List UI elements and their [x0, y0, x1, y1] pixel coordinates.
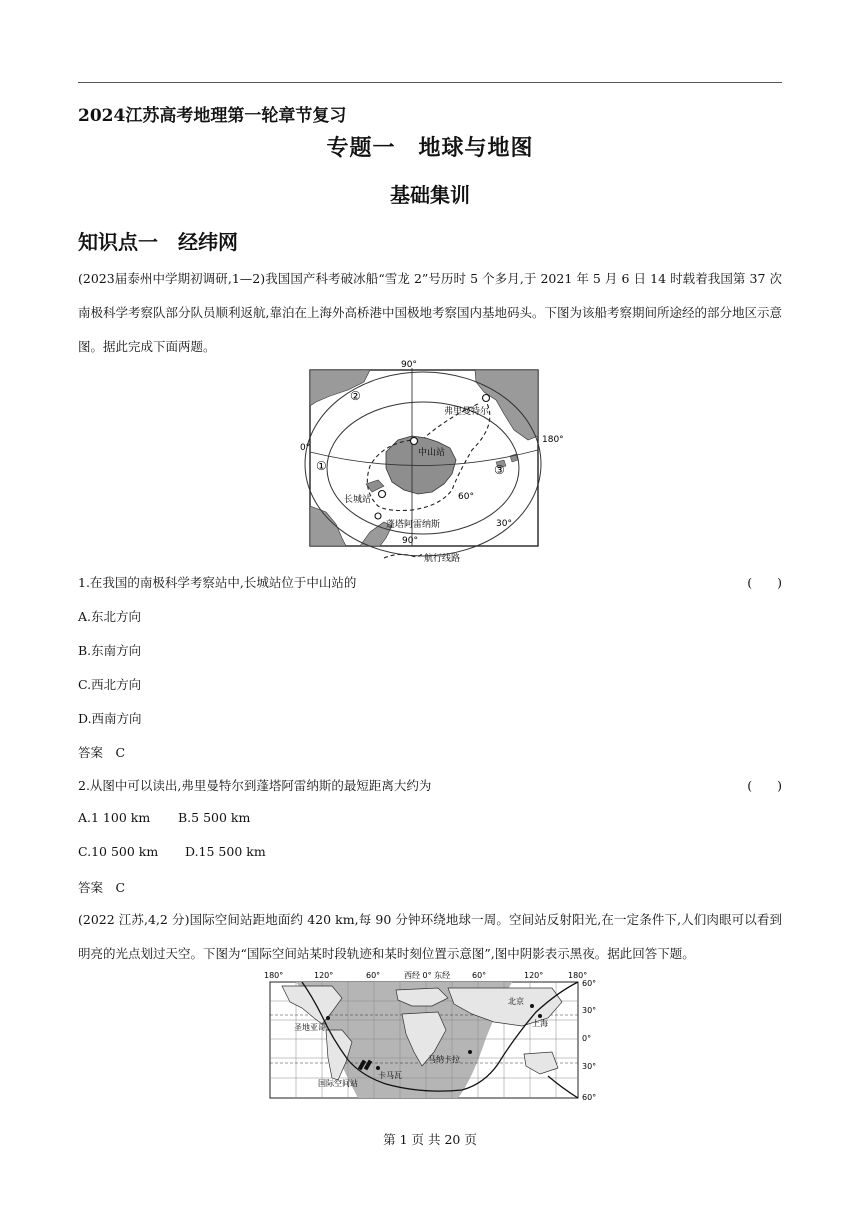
label-90-bottom: 90°: [402, 536, 418, 546]
lon-label-60w: 60°: [366, 971, 381, 980]
q2-answer: 答案 C: [78, 880, 126, 895]
place-san-diego: 圣地亚哥: [294, 1023, 326, 1032]
place-iss: 国际空间站: [318, 1079, 358, 1088]
antarctic-route-map: [300, 356, 564, 570]
place-beijing: 北京: [508, 997, 524, 1006]
q2-options-ab: [78, 810, 250, 825]
lat-label-30n: 30°: [582, 1006, 597, 1015]
knowledge-point-title: 知识点一 经纬网: [78, 230, 238, 254]
section-subtitle: 基础集训: [390, 183, 470, 207]
lat-label-0: 0°: [582, 1034, 592, 1043]
label-region-3: ③: [494, 463, 505, 477]
q1-answer-blank: ( ): [747, 575, 782, 590]
header-rule: [78, 82, 782, 83]
lon-label-120w: 120°: [314, 971, 334, 980]
q1-option-b: B.东南方向: [78, 643, 142, 658]
page-footer: 第 1 页 共 20 页: [383, 1132, 477, 1147]
label-region-2: ②: [350, 389, 361, 403]
q2-option-c: C.10 500 km: [78, 844, 159, 859]
label-lat60: 60°: [458, 492, 474, 502]
label-90-top: 90°: [401, 360, 417, 370]
passage-2: (2022 江苏,4,2 分)国际空间站距地面约 420 km,每 90 分钟环绕地球一周。空间站反射阳光,在一定条件下,人们肉眼可以看到明亮的光点划过天空。下图为“国际空间站某时段轨迹和某时刻位置示意图”,图中阴影表示黑夜。据此回答下题。: [78, 912, 782, 961]
lon-label-180w: 180°: [264, 971, 284, 980]
lon-label-120e: 120°: [524, 971, 544, 980]
q2-stem: 2.从图中可以读出,弗里曼特尔到蓬塔阿雷纳斯的最短距离大约为: [78, 778, 432, 793]
q1-option-a: A.东北方向: [78, 609, 142, 624]
lon-label-0: 西经 0° 东经: [404, 971, 451, 980]
label-great-wall: 长城站: [344, 495, 372, 505]
q2-option-b: B.5 500 km: [178, 810, 251, 825]
label-lat30: 30°: [496, 519, 512, 529]
chapter-title: 专题一 地球与地图: [326, 135, 534, 161]
lat-label-60s: 60°: [582, 1093, 597, 1102]
q1-stem: 1.在我国的南极科学考察站中,长城站位于中山站的: [78, 575, 357, 590]
q2-options-cd: [78, 844, 266, 859]
label-punta-arenas: 蓬塔阿雷纳斯: [386, 520, 441, 530]
lon-label-180e: 180°: [568, 971, 588, 980]
label-zhongshan: 中山站: [418, 448, 446, 458]
place-madagascar: 马纳卡拉: [428, 1055, 460, 1064]
q2-option-d: D.15 500 km: [185, 844, 266, 859]
iss-orbit-map: [262, 968, 602, 1108]
q2-option-a: A.1 100 km: [78, 810, 151, 825]
lat-label-30s: 30°: [582, 1062, 597, 1071]
label-region-1: ①: [316, 459, 327, 473]
passage-1: (2023届泰州中学期初调研,1—2)我国国产科考破冰船“雪龙 2”号历时 5 个多月,于 2021 年 5 月 6 日 14 时载着我国第 37 次南极科学考察队部分队员顺利返航,靠泊在上海外高桥港中国极地考察国内基地码头。下图为该船考察期间所途经的部分地区示意图。据此完成下面两题。: [78, 271, 782, 354]
q1-answer: 答案 C: [78, 745, 126, 760]
place-shanghai: 上海: [532, 1019, 548, 1028]
label-fremantle: 弗里曼特尔: [444, 407, 490, 417]
place-kamaka: 卡马瓦: [378, 1071, 402, 1080]
q1-option-d: D.西南方向: [78, 711, 142, 726]
document-title: 2024江苏高考地理第一轮章节复习: [78, 106, 347, 126]
q1-option-c: C.西北方向: [78, 677, 142, 692]
label-0: 0°: [300, 443, 311, 453]
lat-label-60n: 60°: [582, 979, 597, 988]
legend-route: 航行线路: [424, 554, 461, 564]
label-180: 180°: [542, 435, 564, 445]
q2-answer-blank: ( ): [747, 778, 782, 793]
lon-label-60e: 60°: [472, 971, 487, 980]
